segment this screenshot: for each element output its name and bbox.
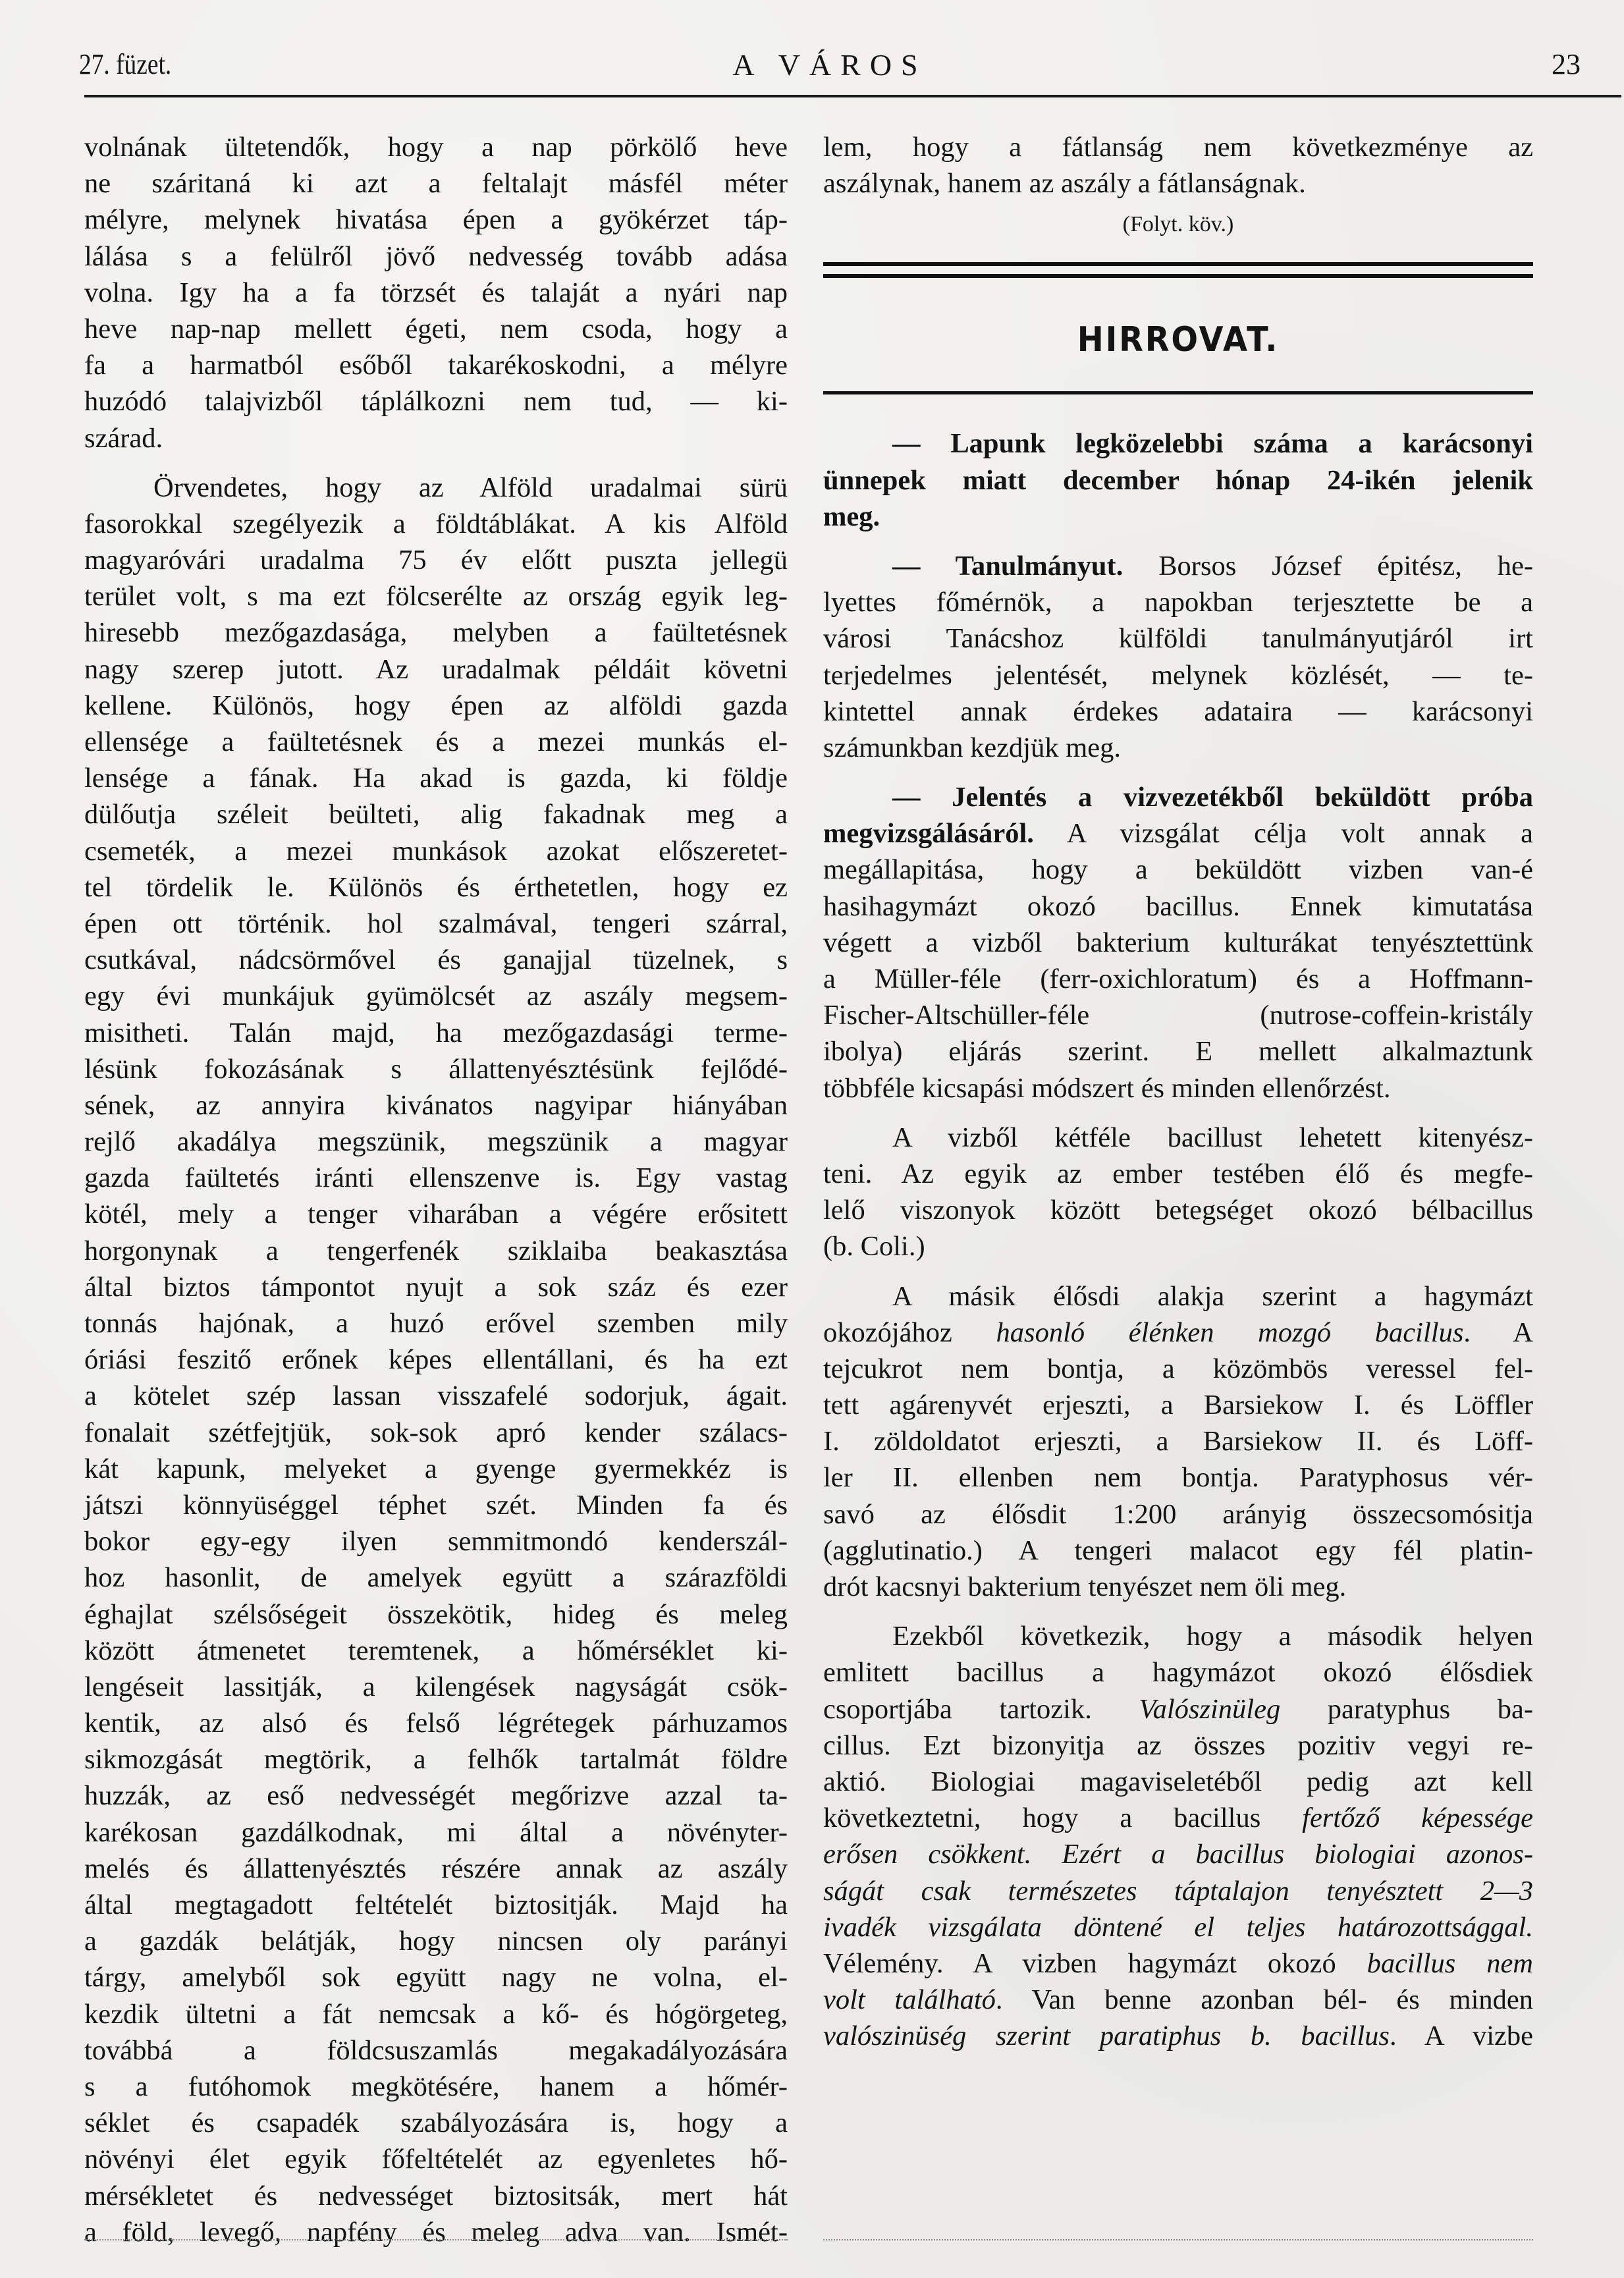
text-line: [84, 906, 788, 942]
text-line: [84, 420, 788, 456]
text-line: [84, 1959, 788, 1995]
text-segment: sének, az annyira kivánatos nagyipar hiányában: [84, 1089, 788, 1121]
column-end-mark: [84, 2239, 788, 2240]
text-segment: Örvendetes, hogy az Alföld uradalmai sürü: [153, 472, 788, 503]
text-segment: . A vizbe: [1389, 2020, 1533, 2052]
text-segment: bokor egy-egy ilyen semmitmondó kenderszál-: [84, 1526, 788, 1558]
text-line: [84, 1596, 788, 1633]
text-line: [84, 1233, 788, 1269]
text-line: [823, 1156, 1533, 1192]
header-rule: [84, 95, 1621, 97]
text-segment: terjedelmes jelentését, melynek közlését, — te-: [823, 659, 1533, 691]
text-segment: savó az élősdit 1:200 arányig összecsomósitja: [823, 1498, 1533, 1530]
issue-label: 27. füzet.: [79, 48, 172, 80]
text-line: [823, 1654, 1533, 1691]
text-line: [823, 888, 1533, 925]
text-line: [823, 1033, 1533, 1070]
text-line: [823, 548, 1533, 584]
text-segment: teni. Az egyik az ember testében élő és megfe-: [823, 1158, 1533, 1189]
text-line: [84, 1415, 788, 1451]
text-line: [84, 1814, 788, 1851]
text-line: [823, 1120, 1533, 1156]
text-segment: lyettes főmérnök, a napokban terjesztette be a: [823, 587, 1533, 618]
text-line: [823, 2018, 1533, 2054]
text-segment: cillus. Ezt bizonyitja az összes pozitiv vegyi re-: [823, 1729, 1533, 1761]
text-segment: hasihagymázt okozó bacillus. Ennek kimutatása: [823, 890, 1533, 922]
text-line: [823, 425, 1533, 462]
text-line: [84, 688, 788, 724]
text-segment: tárgy, amelyből sok együtt nagy ne volna, el-: [84, 1962, 788, 1993]
text-segment: okozójához: [823, 1316, 996, 1348]
divider-line: [823, 391, 1533, 394]
text-line: [84, 1777, 788, 1814]
text-line: [84, 1559, 788, 1596]
text-line: [84, 724, 788, 760]
text-line: [823, 997, 1533, 1033]
text-line: [84, 760, 788, 796]
text-line: [84, 1196, 788, 1232]
text-segment: gazda faültetés iránti ellenszenve is. Egy vastag: [84, 1162, 788, 1194]
text-line: [823, 1982, 1533, 2018]
text-segment: A vizsgálat célja volt annak a: [1033, 818, 1533, 850]
text-line: [84, 238, 788, 275]
text-segment: huzzák, az eső nedvességét megőrizve azzal ta-: [84, 1780, 788, 1812]
italic-text: ságát csak természetes táptalajon tenyésztett 2—3: [823, 1875, 1533, 1907]
text-line: [823, 1387, 1533, 1423]
text-line: [823, 620, 1533, 657]
text-line: [823, 165, 1533, 202]
text-segment: ne száritaná ki azt a feltalajt másfél méter: [84, 168, 788, 200]
text-line: [823, 1800, 1533, 1836]
text-segment: (agglutinatio.) A tengeri malacot egy fél platin-: [823, 1534, 1533, 1566]
text-segment: által biztos támpontot nyujt a sok száz és ezer: [84, 1271, 788, 1303]
text-segment: magyaróvári uradalma 75 év előtt puszta jellegü: [84, 545, 788, 576]
text-segment: rejlő akadálya megszünik, megszünik a magyar: [84, 1126, 788, 1158]
column-end-mark: [823, 2239, 1533, 2240]
text-line: [823, 1459, 1533, 1496]
italic-text: valószinüség szerint paratiphus: [823, 2020, 1222, 2052]
text-line: [823, 462, 1533, 499]
text-segment: fasorokkal szegélyezik a földtáblákat. A kis Alföld: [84, 508, 788, 539]
text-segment: hoz hasonlit, de amelyek együtt a szárazföldi: [84, 1562, 788, 1594]
text-line: [823, 1569, 1533, 1605]
text-line: [84, 1015, 788, 1051]
text-segment: által megtagadott feltételét biztositják. Majd ha: [84, 1889, 788, 1920]
text-line: [84, 470, 788, 506]
text-segment: fonalait szétfejtjük, sok-sok apró kender szálacs-: [84, 1417, 788, 1448]
text-segment: szárad.: [84, 422, 163, 454]
text-segment: terület volt, s ma ezt fölcserélte az ország egyik leg-: [84, 581, 788, 612]
text-segment: mérsékletet és nedvességet biztositsák, mert hát: [84, 2180, 788, 2211]
paragraph-gap: [823, 535, 1533, 548]
text-line: [823, 815, 1533, 852]
text-line: [823, 499, 1533, 535]
text-segment: következtetni, hogy a bacillus: [823, 1803, 1303, 1834]
text-segment: végett a vizből bakterium kulturákat tenyésztettünk: [823, 927, 1533, 958]
text-line: [84, 2069, 788, 2105]
text-segment: Fischer-Altschüller-féle (nutrose-coffein-kristály: [823, 1000, 1533, 1031]
text-segment: kintettel annak érdekes adataira — karácsonyi: [823, 695, 1533, 727]
text-line: [84, 383, 788, 420]
italic-text: b. bacillus: [1250, 2020, 1390, 2052]
text-line: [823, 1532, 1533, 1569]
text-segment: Ezekből következik, hogy a második helyen: [892, 1621, 1533, 1652]
italic-text: fertőző képessége: [1302, 1803, 1533, 1834]
text-segment: csemeték, a mezei munkások azokat előszeretet-: [84, 835, 788, 867]
text-segment: ellensége a faültetésnek és a mezei munkás el-: [84, 726, 788, 757]
text-segment: nagy szerep jutott. Az uradalmak példáit követni: [84, 653, 788, 685]
text-segment: horgonynak a tengerfenék sziklaiba beakasztása: [84, 1235, 788, 1266]
text-line: [84, 978, 788, 1014]
text-segment: s a futóhomok megkötésére, hanem a hőmér-: [84, 2071, 788, 2102]
text-line: [84, 1633, 788, 1669]
paragraph-gap: [823, 1106, 1533, 1120]
text-segment: játszi könnyüséggel téphet szét. Minden fa és: [84, 1489, 788, 1521]
text-segment: drót kacsnyi bakterium tenyészet nem öli meg.: [823, 1571, 1347, 1602]
text-segment: városi Tanácshoz külföldi tanulmányutjáról irt: [823, 623, 1533, 655]
text-line: [84, 129, 788, 165]
text-line: [84, 1051, 788, 1087]
text-line: [84, 1923, 788, 1959]
article-body-continued: [84, 129, 788, 2250]
running-header: [79, 47, 1581, 94]
text-segment: . Van benne azonban bél- és minden: [995, 1984, 1533, 2016]
text-line: [823, 1727, 1533, 1764]
text-line: [84, 1378, 788, 1414]
continued-note: (Folyt. köv.): [1122, 212, 1234, 237]
text-segment: éghajlat szélsőségeit összekötik, hideg és meleg: [84, 1598, 788, 1630]
text-segment: megállapitása, hogy a beküldött vizben van-é: [823, 854, 1533, 886]
text-line: [84, 796, 788, 832]
text-line: [823, 1873, 1533, 1909]
section-divider: [823, 386, 1533, 425]
text-line: [84, 311, 788, 347]
text-segment: kentik, az alsó és felső légrétegek párhuzamos: [84, 1708, 788, 1739]
text-segment: sikmozgását megtörik, a felhők tartalmát földre: [84, 1744, 788, 1776]
text-segment: fa a harmatból esőből takarékoskodni, a mélyre: [84, 350, 788, 381]
italic-text: bacillus nem: [1367, 1947, 1533, 1979]
text-segment: tel tördelik le. Különös és érthetetlen, hogy ez: [84, 871, 788, 903]
text-line: [823, 730, 1533, 766]
article-ending: [823, 129, 1533, 202]
italic-text: volt található: [823, 1984, 996, 2016]
text-line: [84, 1087, 788, 1124]
paragraph-gap: [84, 456, 788, 470]
text-segment: aktió. Biologiai magaviseletéből pedig azt kell: [823, 1766, 1533, 1797]
double-section-divider: [823, 248, 1533, 294]
text-line: [84, 869, 788, 906]
text-line: [823, 1351, 1533, 1387]
text-line: [84, 2105, 788, 2141]
italic-text: hasonló élénken mozgó bacillus: [996, 1316, 1464, 1348]
text-segment: volna. Igy ha a fa törzsét és talaját a nyári nap: [84, 277, 788, 308]
text-line: [84, 1996, 788, 2032]
text-segment: A vizből kétféle bacillust lehetett kitenyész-: [892, 1122, 1533, 1153]
text-line: [823, 1228, 1533, 1264]
italic-text: Valószinüleg: [1139, 1693, 1281, 1725]
text-segment: heve nap-nap mellett égeti, nem csoda, hogy a: [84, 313, 788, 344]
text-segment: séklet és csapadék szabályozására is, hogy a: [84, 2107, 788, 2139]
text-segment: csoportjába tartozik.: [823, 1693, 1139, 1725]
bold-text: — Lapunk legközelebbi száma a karácsonyi: [892, 428, 1533, 460]
text-segment: között átmenetet teremtenek, a hőmérséklet ki-: [84, 1635, 788, 1666]
text-segment: Borsos József épitész, he-: [1123, 550, 1533, 582]
text-line: [84, 578, 788, 614]
text-segment: (b. Coli.): [823, 1231, 925, 1262]
text-segment: aszálynak, hanem az aszály a fátlanságnak.: [823, 168, 1306, 200]
text-line: [823, 1278, 1533, 1315]
text-segment: paratyphus ba-: [1280, 1693, 1534, 1725]
text-line: [823, 779, 1533, 815]
text-line: [823, 657, 1533, 693]
text-line: [823, 925, 1533, 961]
text-line: [84, 1487, 788, 1523]
text-line: [84, 2178, 788, 2214]
text-segment: lengéseit lassitják, a kilengések nagyságát csök-: [84, 1671, 788, 1702]
text-line: [84, 202, 788, 238]
text-line: [823, 1315, 1533, 1351]
text-line: [84, 542, 788, 578]
text-segment: növényi élet egyik főfeltételét az egyenletes hő-: [84, 2144, 788, 2175]
text-line: [823, 1836, 1533, 1872]
text-line: [84, 1160, 788, 1196]
text-segment: I. zöldoldatot erjeszti, a Barsiekow II. és Löff-: [823, 1426, 1533, 1457]
text-segment: mélyre, melynek hivatása épen a gyökérzet táp-: [84, 204, 788, 236]
text-segment: kezdik ültetni a fát nemcsak a kő- és hógörgeteg,: [84, 1998, 788, 2030]
text-line: [84, 1741, 788, 1777]
paragraph-gap: [823, 766, 1533, 779]
text-segment: csutkával, nádcsörmővel és ganajjal tüzelnek, s: [84, 944, 788, 976]
text-line: [823, 584, 1533, 620]
bold-text: — Tanulmányut.: [892, 550, 1123, 582]
section-title: HIRROVAT.: [1077, 320, 1280, 360]
text-line: [84, 1269, 788, 1305]
text-segment: továbbá a földcsuszamlás megakadályozására: [84, 2034, 788, 2066]
text-segment: lelő viszonyok között betegséget okozó bélbacillus: [823, 1195, 1533, 1226]
text-line: [84, 1451, 788, 1487]
text-segment: a Müller-féle (ferr-oxichloratum) és a Hoffmann-: [823, 963, 1533, 994]
text-line: [823, 129, 1533, 165]
text-segment: ibolya) eljárás szerint. E mellett alkalmaztunk: [823, 1036, 1533, 1068]
text-segment: A másik élősdi alakja szerint a hagymázt: [892, 1280, 1533, 1312]
text-segment: karékosan gazdálkodnak, mi által a növényter-: [84, 1816, 788, 1848]
text-segment: lensége a fának. Ha akad is gazda, ki földje: [84, 763, 788, 794]
text-line: [823, 852, 1533, 888]
text-segment: kát kapunk, melyeket a gyenge gyermekkéz is: [84, 1453, 788, 1484]
paragraph-gap: [823, 1265, 1533, 1278]
text-segment: többféle kicsapási módszert és minden ellenőrzést.: [823, 1072, 1391, 1104]
text-segment: kellene. Különös, hogy épen az alföldi gazda: [84, 690, 788, 721]
text-line: [84, 1305, 788, 1342]
text-line: [84, 1705, 788, 1741]
text-segment: a föld, levegő, napfény és meleg adva van. Ismét-: [84, 2216, 788, 2248]
text-segment: lem, hogy a fátlanság nem következménye az: [823, 132, 1533, 163]
text-segment: hiresebb mezőgazdasága, melyben a faültetésnek: [84, 617, 788, 649]
text-line: [823, 1423, 1533, 1459]
bold-text: meg.: [823, 501, 880, 532]
text-line: [823, 1496, 1533, 1532]
text-segment: Vélemény. A vizben hagymázt okozó: [823, 1947, 1367, 1979]
right-column: [823, 129, 1533, 2054]
text-segment: kötél, mely a tenger viharában a végére erősitett: [84, 1199, 788, 1230]
text-line: [823, 1070, 1533, 1106]
text-line: [84, 1523, 788, 1559]
text-line: [84, 506, 788, 542]
text-segment: tonnás hajónak, a huzó erővel szemben mily: [84, 1308, 788, 1339]
bold-text: — Jelentés a vizvezetékből beküldött próba: [892, 782, 1533, 813]
italic-text: ivadék vizsgálata döntené el teljes határozottsággal.: [823, 1911, 1533, 1943]
italic-text: erősen csökkent. Ezért a bacillus biologiai azonos-: [823, 1839, 1533, 1870]
text-segment: tejcukrot nem bontja, a közömbös veressel fel-: [823, 1353, 1533, 1384]
news-items: [823, 425, 1533, 2054]
text-line: [823, 1691, 1533, 1727]
text-line: [84, 1887, 788, 1923]
text-line: [823, 1945, 1533, 1982]
text-line: [84, 1342, 788, 1378]
text-segment: [1221, 2020, 1251, 2051]
text-segment: épen ott történik. hol szalmával, tengeri szárral,: [84, 908, 788, 939]
text-segment: melés és állattenyésztés részére annak az aszály: [84, 1853, 788, 1884]
text-segment: ler II. ellenben nem bontja. Paratyphosus vér-: [823, 1462, 1533, 1494]
text-line: [84, 942, 788, 978]
text-line: [84, 2214, 788, 2250]
text-segment: dülőutja széleit beülteti, alig fakadnak meg a: [84, 799, 788, 830]
text-line: [84, 2141, 788, 2177]
text-line: [823, 1909, 1533, 1945]
text-segment: a kötelet szép lassan visszafelé sodorjuk, ágait.: [84, 1380, 788, 1412]
text-segment: volnának ültetendők, hogy a nap pörkölő heve: [84, 132, 788, 163]
paragraph-gap: [823, 1605, 1533, 1618]
text-segment: számunkban kezdjük meg.: [823, 732, 1122, 763]
text-line: [823, 693, 1533, 730]
text-line: [84, 347, 788, 383]
text-segment: a gazdák belátják, hogy nincsen oly parányi: [84, 1926, 788, 1957]
text-segment: tett agárenyvét erjeszti, a Barsiekow I. és Löffler: [823, 1390, 1533, 1421]
text-line: [84, 1669, 788, 1705]
text-segment: lálása s a felülről jövő nedvesség tovább adása: [84, 240, 788, 272]
text-segment: . A: [1463, 1316, 1534, 1348]
divider-line: [823, 274, 1533, 278]
text-line: [84, 1851, 788, 1887]
text-segment: emlitett bacillus a hagymázot okozó élősdiek: [823, 1657, 1533, 1689]
text-segment: misitheti. Talán majd, ha mezőgazdasági terme-: [84, 1017, 788, 1048]
text-line: [84, 614, 788, 651]
text-line: [84, 2032, 788, 2069]
text-line: [84, 165, 788, 202]
text-segment: egy évi munkájuk gyümölcsét az aszály megsem-: [84, 981, 788, 1012]
text-line: [823, 1618, 1533, 1654]
text-segment: lésünk fokozásának s állattenyésztésünk fejlődé-: [84, 1053, 788, 1085]
text-line: [84, 1124, 788, 1160]
text-line: [84, 651, 788, 688]
page-number: 23: [1552, 48, 1581, 80]
bold-text: ünnepek miatt december hónap 24-ikén jelenik: [823, 464, 1533, 496]
text-line: [84, 275, 788, 311]
text-line: [823, 961, 1533, 997]
text-segment: óriási feszitő erőnek képes ellentállani, és ha ezt: [84, 1344, 788, 1376]
bold-text: megvizsgálásáról.: [823, 818, 1034, 850]
text-segment: huzódó talajvizből táplálkozni nem tud, — ki-: [84, 386, 788, 418]
text-line: [823, 1192, 1533, 1228]
journal-title: A VÁROS: [732, 48, 927, 82]
text-line: [84, 833, 788, 869]
divider-line: [823, 262, 1533, 266]
text-line: [823, 1764, 1533, 1800]
left-column: [84, 129, 788, 2250]
